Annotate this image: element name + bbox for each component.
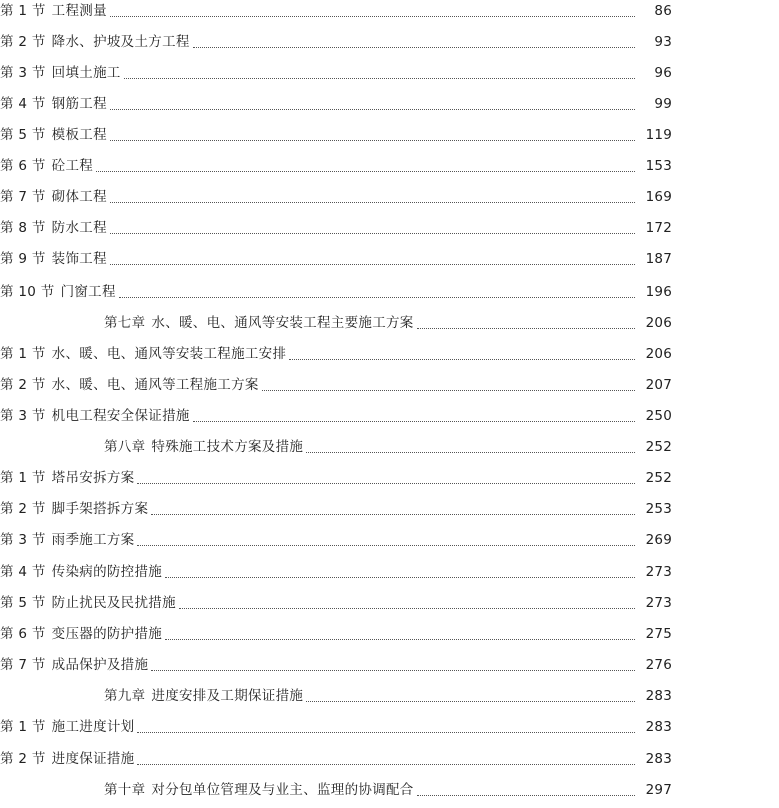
toc-entry-title: 钢筋工程 <box>51 95 107 112</box>
toc-entry-title: 机电工程安全保证措施 <box>51 407 190 424</box>
toc-entry-label: 第 3 节 <box>0 407 46 424</box>
toc-entry-label: 第 1 节 <box>0 718 46 735</box>
toc-entry-page: 196 <box>645 283 672 300</box>
toc-entry-label: 第 9 节 <box>0 250 46 267</box>
toc-entry-title: 防水工程 <box>51 219 107 236</box>
toc-entry-21[interactable] <box>0 619 779 650</box>
toc-entry-label: 第 2 节 <box>0 376 46 393</box>
dot-leader <box>262 390 635 391</box>
toc-entry-label: 第 10 节 <box>0 283 55 300</box>
dot-leader <box>193 421 635 422</box>
toc-entry-14[interactable] <box>0 401 779 432</box>
dot-leader <box>417 795 635 796</box>
dot-leader <box>96 171 635 172</box>
toc-entry-title: 门窗工程 <box>60 283 116 300</box>
toc-entry-label: 第七章 <box>104 314 146 331</box>
toc-entry-label: 第 4 节 <box>0 563 46 580</box>
dot-leader <box>137 545 635 546</box>
toc-entry-page: 206 <box>645 314 672 331</box>
dot-leader <box>110 140 635 141</box>
toc-entry-title: 进度安排及工期保证措施 <box>151 687 304 704</box>
toc-entry-title: 成品保护及措施 <box>51 656 149 673</box>
dot-leader <box>119 297 635 298</box>
toc-entry-label: 第 6 节 <box>0 157 46 174</box>
toc-entry-2[interactable] <box>0 27 779 58</box>
toc-entry-page: 273 <box>645 594 672 611</box>
dot-leader <box>110 109 635 110</box>
toc-entry-title: 雨季施工方案 <box>51 531 135 548</box>
toc-entry-24[interactable] <box>0 712 779 743</box>
toc-entry-title: 传染病的防控措施 <box>51 563 163 580</box>
toc-entry-page: 99 <box>654 95 672 112</box>
toc-entry-7[interactable] <box>0 182 779 213</box>
dot-leader <box>179 608 635 609</box>
dot-leader <box>137 732 635 733</box>
dot-leader <box>193 47 635 48</box>
dot-leader <box>165 577 635 578</box>
toc-entry-page: 86 <box>654 2 672 19</box>
toc-entry-18[interactable] <box>0 525 779 556</box>
dot-leader <box>417 328 635 329</box>
toc-entry-title: 防止扰民及民扰措施 <box>51 594 176 611</box>
toc-entry-9[interactable] <box>0 244 779 275</box>
toc-entry-title: 施工进度计划 <box>51 718 135 735</box>
toc-entry-page: 269 <box>645 531 672 548</box>
dot-leader <box>306 701 635 702</box>
toc-entry-11[interactable] <box>0 308 779 339</box>
toc-entry-page: 250 <box>645 407 672 424</box>
toc-entry-label: 第 7 节 <box>0 656 46 673</box>
toc-entry-label: 第 1 节 <box>0 2 46 19</box>
toc-entry-label: 第 8 节 <box>0 219 46 236</box>
toc-entry-page: 119 <box>645 126 672 143</box>
dot-leader <box>110 202 635 203</box>
toc-entry-label: 第 1 节 <box>0 469 46 486</box>
dot-leader <box>289 359 635 360</box>
toc-entry-10[interactable] <box>0 277 779 308</box>
toc-entry-page: 206 <box>645 345 672 362</box>
toc-entry-25[interactable] <box>0 744 779 775</box>
toc-entry-17[interactable] <box>0 494 779 525</box>
toc-entry-label: 第八章 <box>104 438 146 455</box>
toc-entry-page: 172 <box>645 219 672 236</box>
toc-entry-title: 砌体工程 <box>51 188 107 205</box>
toc-entry-23[interactable] <box>0 681 779 712</box>
toc-entry-page: 252 <box>645 469 672 486</box>
dot-leader <box>110 233 635 234</box>
toc-entry-page: 96 <box>654 64 672 81</box>
toc-entry-title: 水、暖、电、通风等安装工程施工安排 <box>51 345 287 362</box>
dot-leader <box>110 264 635 265</box>
toc-entry-8[interactable] <box>0 213 779 244</box>
dot-leader <box>137 483 635 484</box>
toc-entry-label: 第 3 节 <box>0 531 46 548</box>
toc-entry-title: 水、暖、电、通风等安装工程主要施工方案 <box>151 314 414 331</box>
dot-leader <box>124 78 635 79</box>
toc-entry-title: 脚手架搭拆方案 <box>51 500 149 517</box>
toc-entry-3[interactable] <box>0 58 779 89</box>
toc-entry-label: 第 5 节 <box>0 594 46 611</box>
dot-leader <box>306 452 635 453</box>
dot-leader <box>151 514 635 515</box>
toc-entry-label: 第 1 节 <box>0 345 46 362</box>
toc-entry-16[interactable] <box>0 463 779 494</box>
toc-entry-19[interactable] <box>0 557 779 588</box>
toc-entry-12[interactable] <box>0 339 779 370</box>
toc-entry-title: 特殊施工技术方案及措施 <box>151 438 304 455</box>
toc-entry-22[interactable] <box>0 650 779 681</box>
toc-entry-label: 第 7 节 <box>0 188 46 205</box>
toc-entry-page: 93 <box>654 33 672 50</box>
dot-leader <box>165 639 635 640</box>
toc-entry-page: 283 <box>645 687 672 704</box>
toc-entry-page: 253 <box>645 500 672 517</box>
toc-entry-15[interactable] <box>0 432 779 463</box>
toc-entry-page: 252 <box>645 438 672 455</box>
toc-entry-page: 276 <box>645 656 672 673</box>
toc-entry-page: 297 <box>645 781 672 798</box>
toc-entry-title: 模板工程 <box>51 126 107 143</box>
toc-entry-label: 第 3 节 <box>0 64 46 81</box>
toc-entry-title: 回填土施工 <box>51 64 121 81</box>
toc-entry-20[interactable] <box>0 588 779 619</box>
toc-entry-page: 275 <box>645 625 672 642</box>
dot-leader <box>151 670 635 671</box>
toc-entry-label: 第 4 节 <box>0 95 46 112</box>
toc-entry-title: 工程测量 <box>51 2 107 19</box>
toc-entry-page: 207 <box>645 376 672 393</box>
toc-entry-title: 水、暖、电、通风等工程施工方案 <box>51 376 259 393</box>
toc-entry-1[interactable] <box>0 0 779 27</box>
toc-entry-page: 283 <box>645 750 672 767</box>
toc-entry-label: 第 2 节 <box>0 33 46 50</box>
toc-entry-page: 187 <box>645 250 672 267</box>
toc-entry-5[interactable] <box>0 120 779 151</box>
toc-entry-title: 对分包单位管理及与业主、监理的协调配合 <box>151 781 414 798</box>
dot-leader <box>137 764 635 765</box>
toc-entry-page: 153 <box>645 157 672 174</box>
toc-entry-13[interactable] <box>0 370 779 401</box>
toc-entry-label: 第 5 节 <box>0 126 46 143</box>
toc-entry-title: 塔吊安拆方案 <box>51 469 135 486</box>
toc-entry-title: 变压器的防护措施 <box>51 625 163 642</box>
toc-entry-title: 装饰工程 <box>51 250 107 267</box>
toc-entry-26[interactable] <box>0 775 779 806</box>
toc-entry-page: 169 <box>645 188 672 205</box>
toc-entry-label: 第 6 节 <box>0 625 46 642</box>
toc-entry-label: 第九章 <box>104 687 146 704</box>
dot-leader <box>110 16 635 17</box>
toc-entry-label: 第 2 节 <box>0 750 46 767</box>
toc-entry-6[interactable] <box>0 151 779 182</box>
toc-entry-label: 第 2 节 <box>0 500 46 517</box>
toc-entry-title: 进度保证措施 <box>51 750 135 767</box>
toc-entry-title: 砼工程 <box>51 157 94 174</box>
toc-entry-4[interactable] <box>0 89 779 120</box>
toc-entry-title: 降水、护坡及土方工程 <box>51 33 190 50</box>
toc-entry-page: 283 <box>645 718 672 735</box>
toc-entry-label: 第十章 <box>104 781 146 798</box>
toc-entry-page: 273 <box>645 563 672 580</box>
